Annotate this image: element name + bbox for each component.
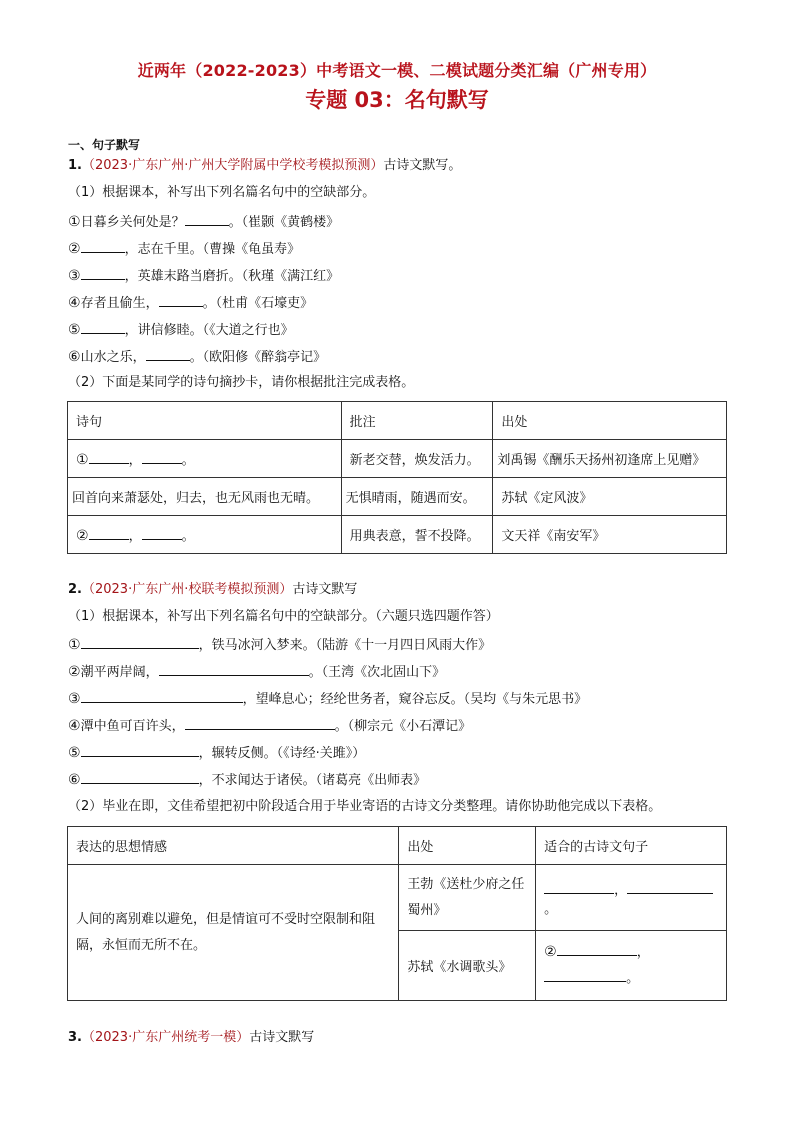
q2-table — [67, 826, 727, 1001]
table-header: 出处 — [399, 827, 536, 865]
table-row — [68, 440, 727, 478]
q1-item-3: ③ ，英雄末路当磨折。（秋瑾《满江红》 — [68, 268, 340, 284]
q2-item-4: ④潭中鱼可百许头， 。（柳宗元《小石潭记》 — [68, 718, 472, 734]
q3-source: （2023·广东广州统考一模） — [81, 1030, 250, 1045]
table-header: 表达的思想情感 — [68, 827, 399, 865]
q1-item-6: ⑥山水之乐， 。（欧阳修《醉翁亭记》 — [68, 349, 327, 365]
q1-item-2: ② ，志在千里。（曹操《龟虽寿》 — [68, 241, 301, 257]
table-row — [68, 516, 727, 554]
q3-heading — [68, 1029, 314, 1047]
answer-blank[interactable] — [557, 942, 637, 956]
q2-part2-instruction: （2）毕业在即，文佳希望把初中阶段适合用于毕业寄语的古诗文分类整理。请你协助他完成以下表格。 — [68, 799, 662, 814]
q1-heading — [68, 157, 461, 175]
document-subtitle: 专题 03：名句默写 — [305, 88, 489, 112]
answer-blank[interactable] — [81, 689, 243, 703]
q2-item-5: ⑤ ，辗转反侧。（《诗经·关雎》） — [68, 745, 366, 761]
q2-item-6: ⑥ ，不求闻达于诸侯。（诸葛亮《出师表》 — [68, 772, 427, 788]
answer-blank[interactable] — [81, 239, 125, 253]
q2-item-1: ① ，铁马冰河入梦来。（陆游《十一月四日风雨大作》 — [68, 637, 492, 653]
answer-blank[interactable] — [81, 770, 199, 784]
verse-cell: 回首向来萧瑟处，归去，也无风雨也无晴。 — [68, 478, 342, 516]
source-cell: 苏轼《定风波》 — [493, 478, 727, 516]
source-cell: 苏轼《水调歌头》 — [399, 931, 536, 1001]
verse-cell: ① ， 。 — [68, 440, 342, 478]
source-cell: 王勃《送杜少府之任蜀州》 — [399, 865, 536, 931]
q2-item-2: ②潮平两岸阔， 。（王湾《次北固山下》 — [68, 664, 446, 680]
answer-blank[interactable] — [185, 716, 335, 730]
q1-number: 1. — [68, 158, 82, 173]
q3-number: 3. — [68, 1030, 82, 1045]
q1-part2-instruction: （2）下面是某同学的诗句摘抄卡，请你根据批注完成表格。 — [68, 375, 415, 390]
table-row — [68, 865, 727, 931]
table-header: 适合的古诗文句子 — [536, 827, 727, 865]
document-title: 近两年（2022-2023）中考语文一模、二模试题分类汇编（广州专用） — [137, 61, 657, 80]
q1-source: （2023·广东广州·广州大学附属中学校考模拟预测） — [81, 158, 384, 173]
answer-blank[interactable] — [544, 968, 626, 982]
answer-blank[interactable] — [81, 266, 125, 280]
table-header: 批注 — [341, 402, 493, 440]
answer-blank[interactable] — [159, 662, 309, 676]
answer-blank[interactable] — [146, 347, 190, 361]
q2-source: （2023·广东广州·校联考模拟预测） — [81, 582, 293, 597]
answer-blank[interactable] — [627, 880, 713, 894]
section-heading: 一、句子默写 — [68, 138, 141, 152]
q2-type: 古诗文默写 — [292, 582, 358, 597]
answer-blank[interactable] — [142, 526, 182, 540]
q1-type: 古诗文默写。 — [383, 158, 462, 173]
q1-table — [67, 401, 727, 554]
answer-blank[interactable] — [544, 880, 614, 894]
verse-cell: ② ， 。 — [68, 516, 342, 554]
answer-blank[interactable] — [81, 743, 199, 757]
answer-blank[interactable] — [89, 450, 129, 464]
q1-item-4: ④存者且偷生， 。（杜甫《石壕吏》 — [68, 295, 314, 311]
emotion-cell: 人间的离别难以避免，但是情谊可不受时空限制和阻隔，永恒而无所不在。 — [68, 865, 399, 1001]
note-cell: 用典表意，誓不投降。 — [341, 516, 493, 554]
q2-heading — [68, 581, 357, 599]
source-cell: 刘禹锡《酬乐天扬州初逢席上见赠》 — [493, 440, 727, 478]
q3-type: 古诗文默写 — [249, 1030, 315, 1045]
table-row — [68, 478, 727, 516]
answer-blank[interactable] — [159, 293, 203, 307]
q1-item-5: ⑤ ，讲信修睦。（《大道之行也》 — [68, 322, 294, 338]
q1-part1-instruction: （1）根据课本，补写出下列名篇名句中的空缺部分。 — [68, 185, 376, 200]
answer-blank[interactable] — [81, 320, 125, 334]
q1-item-1: ①日暮乡关何处是？ 。（崔颢《黄鹤楼》 — [68, 214, 340, 230]
answer-blank[interactable] — [185, 212, 229, 226]
answer-blank[interactable] — [81, 635, 199, 649]
note-cell: 无惧晴雨，随遇而安。 — [341, 478, 493, 516]
sentence-cell: ② ， 。 — [536, 931, 727, 1001]
source-cell: 文天祥《南安军》 — [493, 516, 727, 554]
q2-part1-instruction: （1）根据课本，补写出下列名篇名句中的空缺部分。（六题只选四题作答） — [68, 609, 499, 624]
table-header: 诗句 — [68, 402, 342, 440]
q2-number: 2. — [68, 582, 82, 597]
table-header: 出处 — [493, 402, 727, 440]
answer-blank[interactable] — [142, 450, 182, 464]
note-cell: 新老交替，焕发活力。 — [341, 440, 493, 478]
q2-item-3: ③ ，望峰息心；经纶世务者，窥谷忘反。（吴均《与朱元思书》 — [68, 691, 588, 707]
sentence-cell: ，。 — [536, 865, 727, 931]
answer-blank[interactable] — [89, 526, 129, 540]
